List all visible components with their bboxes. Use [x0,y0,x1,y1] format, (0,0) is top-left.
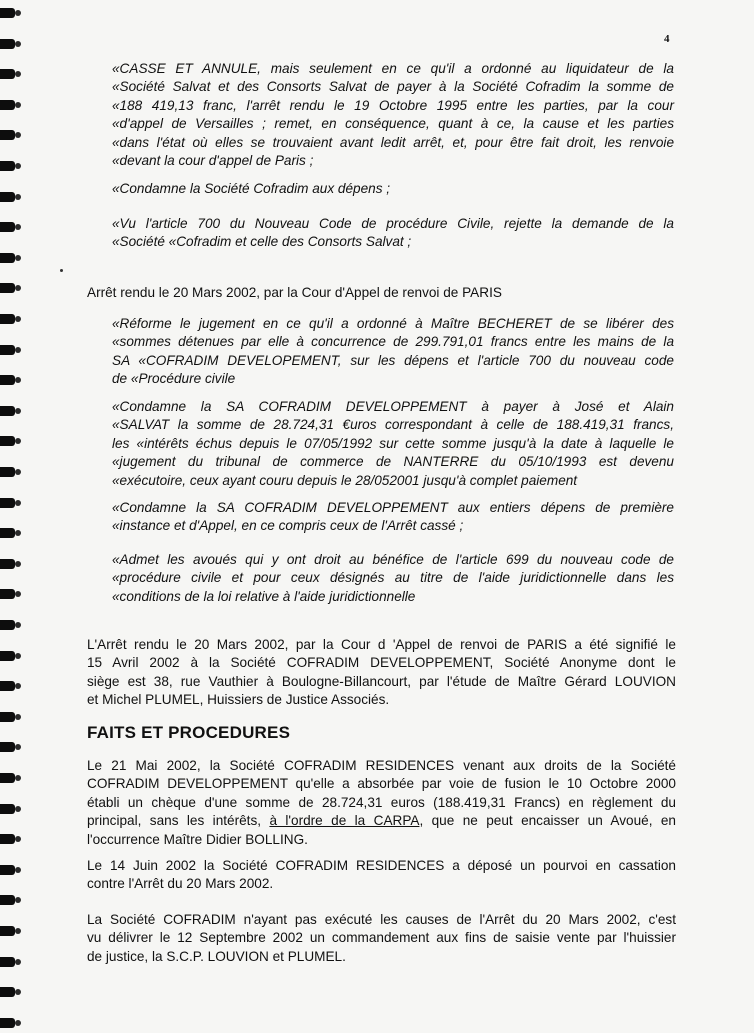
binding-ring [0,314,15,324]
binding-ring [0,559,15,569]
line-carpa: principal, sans les intérêts, à l'ordre de la CARPA, que ne peut encaisser un Avoué, en [87,813,676,829]
binding-ring [0,528,15,538]
quote-condamne-paiement: «Condamne la SA COFRADIM DEVELOPPEMENT à payer à José et Alain «SALVAT la somme de 28.724,31 €uros correspondant à celle de 188.419,31 francs, les «intérêts échus depuis le 07/05/1992 sur cette somme jusqu'à la date à laquelle le «jugement du tribunal de commerce de NANTERRE du 05/10/1993 est devenu «exécutoire, ceux ayant couru depuis le 28/052001 jusqu'à complet paiement [112,399,674,488]
quote-admet-avoues: «Admet les avoués qui y ont droit au bénéfice de l'article 699 du nouveau code de «procédure civile et pour ceux désignés au titre de l'aide juridictionnelle dans les «conditions de la loi relative à l'aide juridictionnelle [112,552,674,604]
page-number: 4 [664,33,670,45]
binding-ring [0,742,15,752]
binding-ring [0,987,15,997]
quote-condamne-depens: «Condamne la Société Cofradim aux dépens ; [112,181,391,196]
paragraph-pourvoi: Le 14 Juin 2002 la Société COFRADIM RESIDENCES a déposé un pourvoi en cassation contre l'Arrêt du 20 Mars 2002. [87,858,676,892]
arret-paris-line: Arrêt rendu le 20 Mars 2002, par la Cour d'Appel de renvoi de PARIS [87,285,502,300]
quote-article-700: «Vu l'article 700 du Nouveau Code de procédure Civile, rejette la demande de la «Société «Cofradim et celle des Consorts Salvat ; [112,216,674,250]
section-heading-faits: FAITS ET PROCEDURES [87,723,291,742]
binding-ring [0,865,15,875]
spiral-binding [0,0,26,1033]
binding-ring [0,957,15,967]
binding-ring [0,589,15,599]
quote-condamne-entiers-depens: «Condamne la SA COFRADIM DEVELOPPEMENT aux entiers dépens de première «instance et d'Appel, en ce compris ceux de l'Arrêt cassé ; [112,500,674,534]
binding-ring [0,620,15,630]
paragraph-cheque: Le 21 Mai 2002, la Société COFRADIM RESIDENCES venant aux droits de la Société COFRADIM DEVELOPPEMENT qu'elle a absorbée par voie de fusion le 10 Octobre 2000 établi un chèque d'une somme de 28.724,31 euros (188.419,31 Francs) en règlement du principal, sans les intérêts, à l'ordre de la CARPA, que ne peut encaisser un Avoué, en l'occurrence Maître Didier BOLLING. [87,758,676,847]
binding-ring [0,467,15,477]
binding-ring [0,834,15,844]
binding-ring [0,69,15,79]
binding-ring [0,1018,15,1028]
speck [60,269,63,272]
binding-ring [0,804,15,814]
binding-ring [0,161,15,171]
binding-ring [0,436,15,446]
binding-ring [0,926,15,936]
binding-ring [0,222,15,232]
binding-ring [0,712,15,722]
binding-ring [0,283,15,293]
carpa-underlined: à l'ordre de la CARPA [269,813,420,829]
binding-ring [0,773,15,783]
paragraph-commandement: La Société COFRADIM n'ayant pas exécuté les causes de l'Arrêt du 20 Mars 2002, c'est vu délivrer le 12 Septembre 2002 un commandement aux fins de saisie vente par l'huissier de justice, la S.C.P. LOUVION et PLUMEL. [87,912,676,964]
binding-ring [0,130,15,140]
quote-reforme-jugement: «Réforme le jugement en ce qu'il a ordonné à Maître BECHERET de se libérer des «sommes détenues par elle à concurrence de 299.791,01 francs entre les mains de la SA «COFRADIM DEVELOPEMENT, sur les dépens et l'article 700 du nouveau code de «Procédure civile [112,316,674,387]
quote-casse-et-annule: «CASSE ET ANNULE, mais seulement en ce qu'il a ordonné au liquidateur de la «Société Salvat et des Consorts Salvat de payer à la Société Cofradim la somme de «188 419,13 franc, l'arrêt rendu le 19 Octobre 1995 entre les parties, par la cour «d'appel de Versailles ; remet, en conséquence, quant à ce, la cause et les parties «dans l'état où elles se trouvaient avant ledit arrêt, et, pour être fait droit, les renvoie «devant la cour d'appel de Paris ; [112,61,674,169]
binding-ring [0,8,15,18]
binding-ring [0,39,15,49]
binding-ring [0,345,15,355]
binding-ring [0,681,15,691]
binding-ring [0,375,15,385]
binding-ring [0,192,15,202]
binding-ring [0,253,15,263]
binding-ring [0,100,15,110]
binding-ring [0,498,15,508]
binding-ring [0,895,15,905]
binding-ring [0,651,15,661]
binding-ring [0,406,15,416]
paragraph-signification: L'Arrêt rendu le 20 Mars 2002, par la Cour d 'Appel de renvoi de PARIS a été signifié le 15 Avril 2002 à la Société COFRADIM DEVELOPPEMENT, Société Anonyme dont le siège est 38, rue Vauthier à Boulogne-Billancourt, par l'étude de Maître Gérard LOUVION et Michel PLUMEL, Huissiers de Justice Associés. [87,637,676,708]
